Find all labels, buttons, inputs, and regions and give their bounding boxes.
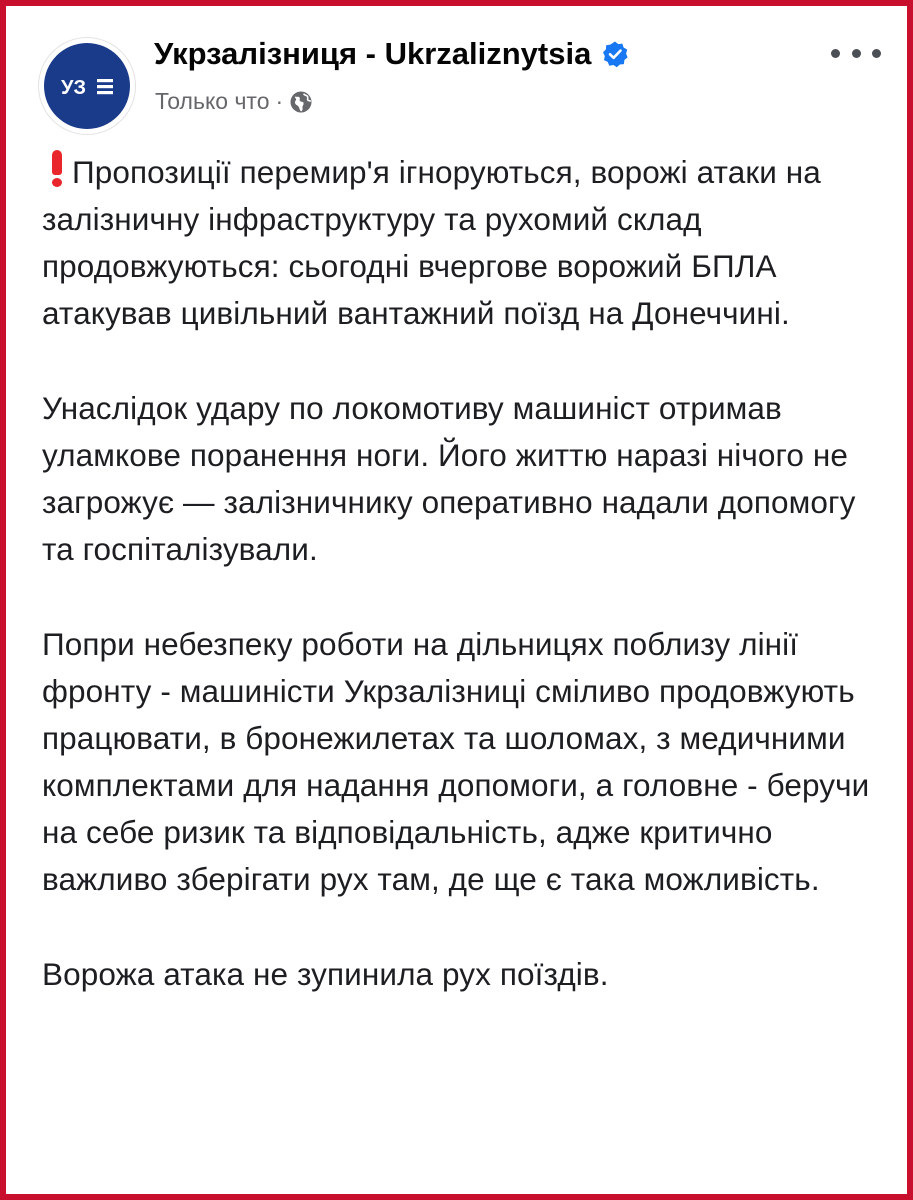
post-paragraph: Ворожа атака не зупинила рух поїздів.: [42, 956, 609, 992]
more-options-icon[interactable]: [831, 38, 881, 68]
globe-icon: [289, 90, 313, 114]
exclamation-mark-icon: [50, 150, 64, 186]
post-body: [42, 149, 882, 1046]
author-name[interactable]: Укрзалізниця - Ukrzaliznytsia: [154, 36, 592, 71]
post-meta: [155, 88, 313, 115]
author-name-row: [154, 36, 629, 72]
meta-separator: ·: [275, 88, 284, 114]
page-avatar[interactable]: [39, 38, 135, 134]
more-dot: [852, 49, 861, 58]
post-paragraph-text: Пропозиції перемир'я ігноруються, ворожі атаки на залізничну інфраструктуру та рухомий склад продовжуються: сьогодні вчергове ворожий БПЛА атакував цивільний вантажний поїзд на Донеччині.: [42, 154, 821, 331]
ukrzaliznytsia-logo-icon: [44, 43, 130, 129]
verified-badge-icon: [601, 40, 629, 68]
post-timestamp[interactable]: Только что: [155, 88, 270, 114]
avatar-logo-text: УЗ: [61, 77, 86, 99]
post-paragraph: Унаслідок удару по локомотиву машиніст отримав уламкове поранення ноги. Його життю наразі нічого не загрожує — залізничнику оперативно надали допомогу та госпіталізували.: [42, 390, 856, 567]
post-header: [6, 6, 907, 136]
more-dot: [872, 49, 881, 58]
post-paragraph: [42, 149, 882, 337]
more-dot: [831, 49, 840, 58]
post-paragraph: Попри небезпеку роботи на дільницях поблизу лінії фронту - машиністи Укрзалізниці сміливо продовжують працювати, в бронежилетах та шоломах, з медичними комплектами для надання допомоги, а головне - беручи на себе ризик та відповідальність, адже критично важливо зберігати рух там, де ще є така можливість.: [42, 626, 870, 897]
